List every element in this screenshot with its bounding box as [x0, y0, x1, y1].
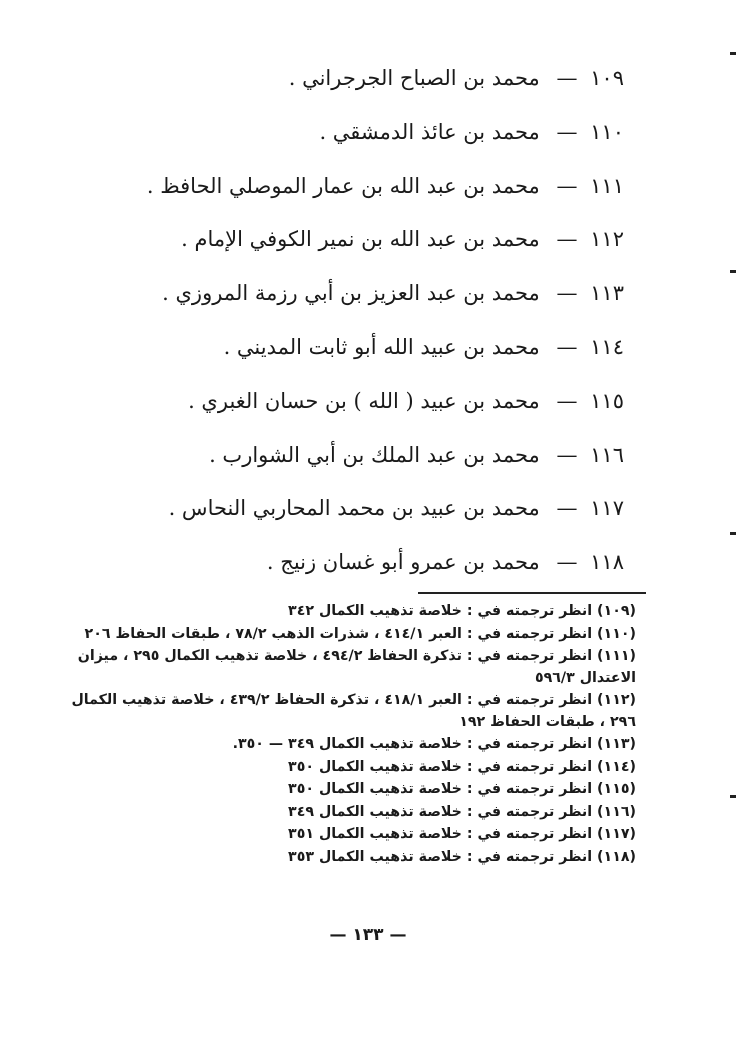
footnote: (١١٧) انظر ترجمته في : خلاصة تذهيب الكمال ٣٥١	[288, 826, 636, 842]
entry-number: ١١٦	[590, 442, 624, 467]
entry-number: ١١٢	[590, 227, 624, 252]
page-number: — ١٣٣ —	[329, 925, 407, 945]
biography-entry	[104, 379, 624, 433]
entry-dash: —	[556, 119, 578, 144]
entry-name: محمد بن عبد الملك بن أبي الشوارب .	[209, 442, 540, 467]
footnote-separator-rule	[418, 592, 646, 594]
entry-name: محمد بن عبد العزيز بن أبي رزمة المروزي .	[162, 281, 540, 306]
entry-dash: —	[556, 388, 578, 413]
entry-number: ١١٤	[590, 334, 624, 359]
entry-dash: —	[556, 66, 578, 90]
entry-number: ١١٣	[590, 281, 624, 306]
entry-number: ١١٠	[590, 119, 624, 144]
entry-name: محمد بن عبد الله بن عمار الموصلي الحافظ .	[146, 173, 540, 198]
biography-entry	[104, 56, 624, 110]
entry-name: محمد بن عبيد الله أبو ثابت المديني .	[223, 334, 540, 359]
footnote: (١١٣) انظر ترجمته في : خلاصة تذهيب الكمال ٣٤٩ — ٣٥٠.	[232, 736, 636, 752]
footnote-list	[71, 601, 636, 869]
entry-number: ١٠٩	[590, 66, 624, 90]
footnote: (١١٥) انظر ترجمته في : خلاصة تذهيب الكمال ٣٥٠	[288, 781, 636, 797]
footnote: (١١٤) انظر ترجمته في : خلاصة تذهيب الكمال ٣٥٠	[288, 758, 636, 775]
footnote: (١١٠) انظر ترجمته في : العبر ٤١٤/١ ، شذرات الذهب ٧٨/٢ ، طبقات الحفاظ ٢٠٦	[84, 625, 636, 642]
biography-entry	[104, 217, 624, 271]
entry-name: محمد بن عائذ الدمشقي .	[319, 119, 540, 144]
entry-name: محمد بن عبد الله بن نمير الكوفي الإمام .	[181, 227, 540, 252]
entry-dash: —	[556, 227, 578, 252]
scan-edge-mark	[730, 795, 736, 798]
footnote: (١٠٩) انظر ترجمته في : خلاصة تذهيب الكمال ٣٤٢	[288, 603, 636, 619]
footnote: (١١٦) انظر ترجمته في : خلاصة تذهيب الكمال ٣٤٩	[288, 803, 636, 820]
footnote: (١١٢) انظر ترجمته في : العبر ٤١٨/١ ، تذكرة الحفاظ ٤٣٩/٢ ، خلاصة تذهيب الكمال ٢٩٦ ، طبقات الحفاظ ١٩٢	[71, 692, 636, 730]
entry-number: ١١٧	[590, 496, 624, 521]
entry-name: محمد بن الصباح الجرجراني .	[288, 66, 540, 90]
entry-name: محمد بن عمرو أبو غسان زنيج .	[266, 550, 540, 575]
entry-dash: —	[556, 442, 578, 467]
entry-name: محمد بن عبيد بن محمد المحاربي النحاس .	[168, 496, 540, 521]
entry-number: ١١١	[590, 173, 624, 198]
entry-number: ١١٥	[590, 388, 624, 413]
entry-dash: —	[556, 281, 578, 306]
entry-number: ١١٨	[590, 550, 624, 575]
biography-entry	[104, 271, 624, 325]
footnote: (١١٨) انظر ترجمته في : خلاصة تذهيب الكمال ٣٥٣	[288, 848, 636, 865]
entry-dash: —	[556, 550, 578, 575]
entry-name: محمد بن عبيد ( الله ) بن حسان الغبري .	[188, 388, 540, 413]
scan-edge-mark	[730, 52, 736, 55]
footnote: (١١١) انظر ترجمته في : تذكرة الحفاظ ٤٩٤/٢ ، خلاصة تذهيب الكمال ٢٩٥ ، ميزان الاعتدال ٥٩٦/٣	[77, 648, 636, 686]
entry-dash: —	[556, 173, 578, 198]
biography-entry	[104, 325, 624, 379]
biography-entry	[104, 540, 624, 594]
biography-entry	[104, 433, 624, 487]
entry-dash: —	[556, 334, 578, 359]
entry-dash: —	[556, 496, 578, 521]
biography-entry	[104, 110, 624, 164]
scan-edge-mark	[730, 532, 736, 535]
biography-entry	[104, 486, 624, 540]
scan-edge-mark	[730, 270, 736, 273]
biography-entry	[104, 164, 624, 218]
biography-entry-list	[104, 56, 624, 594]
